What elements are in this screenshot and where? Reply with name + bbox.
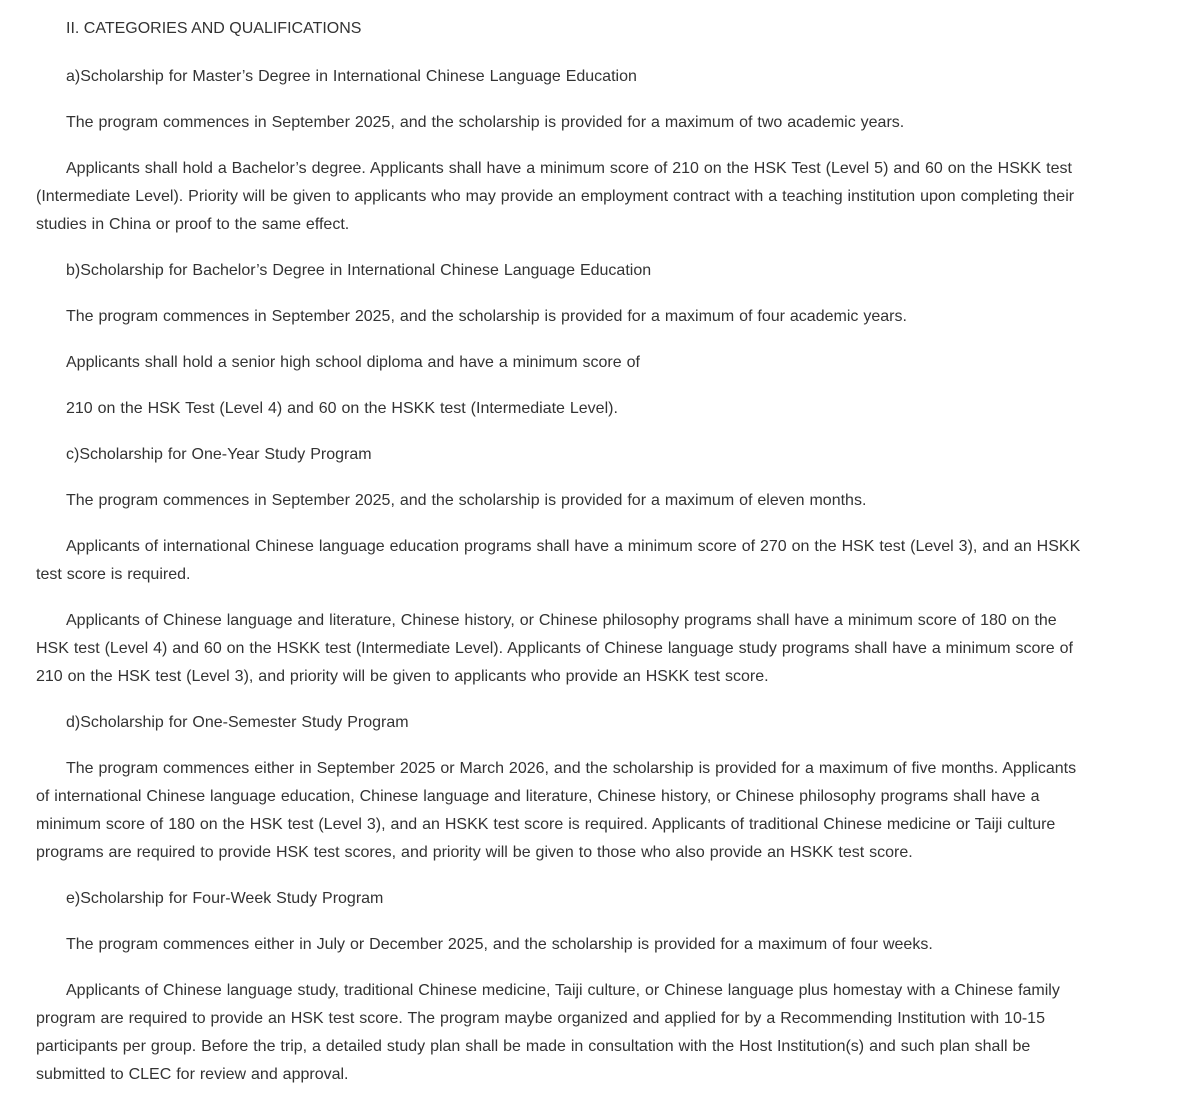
section-heading: II. CATEGORIES AND QUALIFICATIONS <box>66 20 362 37</box>
paragraph: Applicants shall hold a senior high school diploma and have a minimum score of <box>66 354 640 371</box>
subsection-title-four-week: e)Scholarship for Four-Week Study Program <box>66 890 384 907</box>
paragraph: Applicants of Chinese language study, traditional Chinese medicine, Taiji culture, or Chinese language plus homestay with a Chinese family program are required to provide an HSK test score. The program maybe organized and applied for by a Recommending Institution with 10-15 participants per group. Before the trip, a detailed study plan shall be made in consultation with the Host Institution(s) and such plan shall be submitted to CLEC for review and approval. <box>36 982 1060 1083</box>
paragraph: The program commences in September 2025, and the scholarship is provided for a maximum of two academic years. <box>66 114 905 131</box>
paragraph: The program commences in September 2025, and the scholarship is provided for a maximum of eleven months. <box>66 492 867 509</box>
paragraph: Applicants shall hold a Bachelor’s degree. Applicants shall have a minimum score of 210 on the HSK Test (Level 5) and 60 on the HSKK test (Intermediate Level). Priority will be given to applicants who may provide an employment contract with a teaching institution upon completing their studies in China or proof to the same effect. <box>36 160 1075 233</box>
paragraph: Applicants of Chinese language and literature, Chinese history, or Chinese philosophy programs shall have a minimum score of 180 on the HSK test (Level 4) and 60 on the HSKK test (Intermediate Level). Applicants of Chinese language study programs shall have a minimum score of 210 on the HSK test (Level 3), and priority will be given to applicants who provide an HSKK test score. <box>36 612 1073 685</box>
subsection-title-bachelors: b)Scholarship for Bachelor’s Degree in International Chinese Language Education <box>66 262 652 279</box>
subsection-title-one-semester: d)Scholarship for One-Semester Study Program <box>66 714 409 731</box>
paragraph: The program commences either in July or December 2025, and the scholarship is provided for a maximum of four weeks. <box>66 936 933 953</box>
paragraph: The program commences either in September 2025 or March 2026, and the scholarship is provided for a maximum of five months. Applicants of international Chinese language education, Chinese language and literature, Chinese history, or Chinese philosophy programs shall have a minimum score of 180 on the HSK test (Level 3), and an HSKK test score is required. Applicants of traditional Chinese medicine or Taiji culture programs are required to provide HSK test scores, and priority will be given to those who also provide an HSKK test score. <box>36 760 1077 861</box>
paragraph: Applicants of international Chinese language education programs shall have a minimum score of 270 on the HSK test (Level 3), and an HSKK test score is required. <box>36 538 1081 583</box>
paragraph: The program commences in September 2025, and the scholarship is provided for a maximum of four academic years. <box>66 308 907 325</box>
subsection-title-one-year: c)Scholarship for One-Year Study Program <box>66 446 372 463</box>
paragraph: 210 on the HSK Test (Level 4) and 60 on the HSKK test (Intermediate Level). <box>66 400 618 417</box>
subsection-title-masters: a)Scholarship for Master’s Degree in International Chinese Language Education <box>66 68 637 85</box>
